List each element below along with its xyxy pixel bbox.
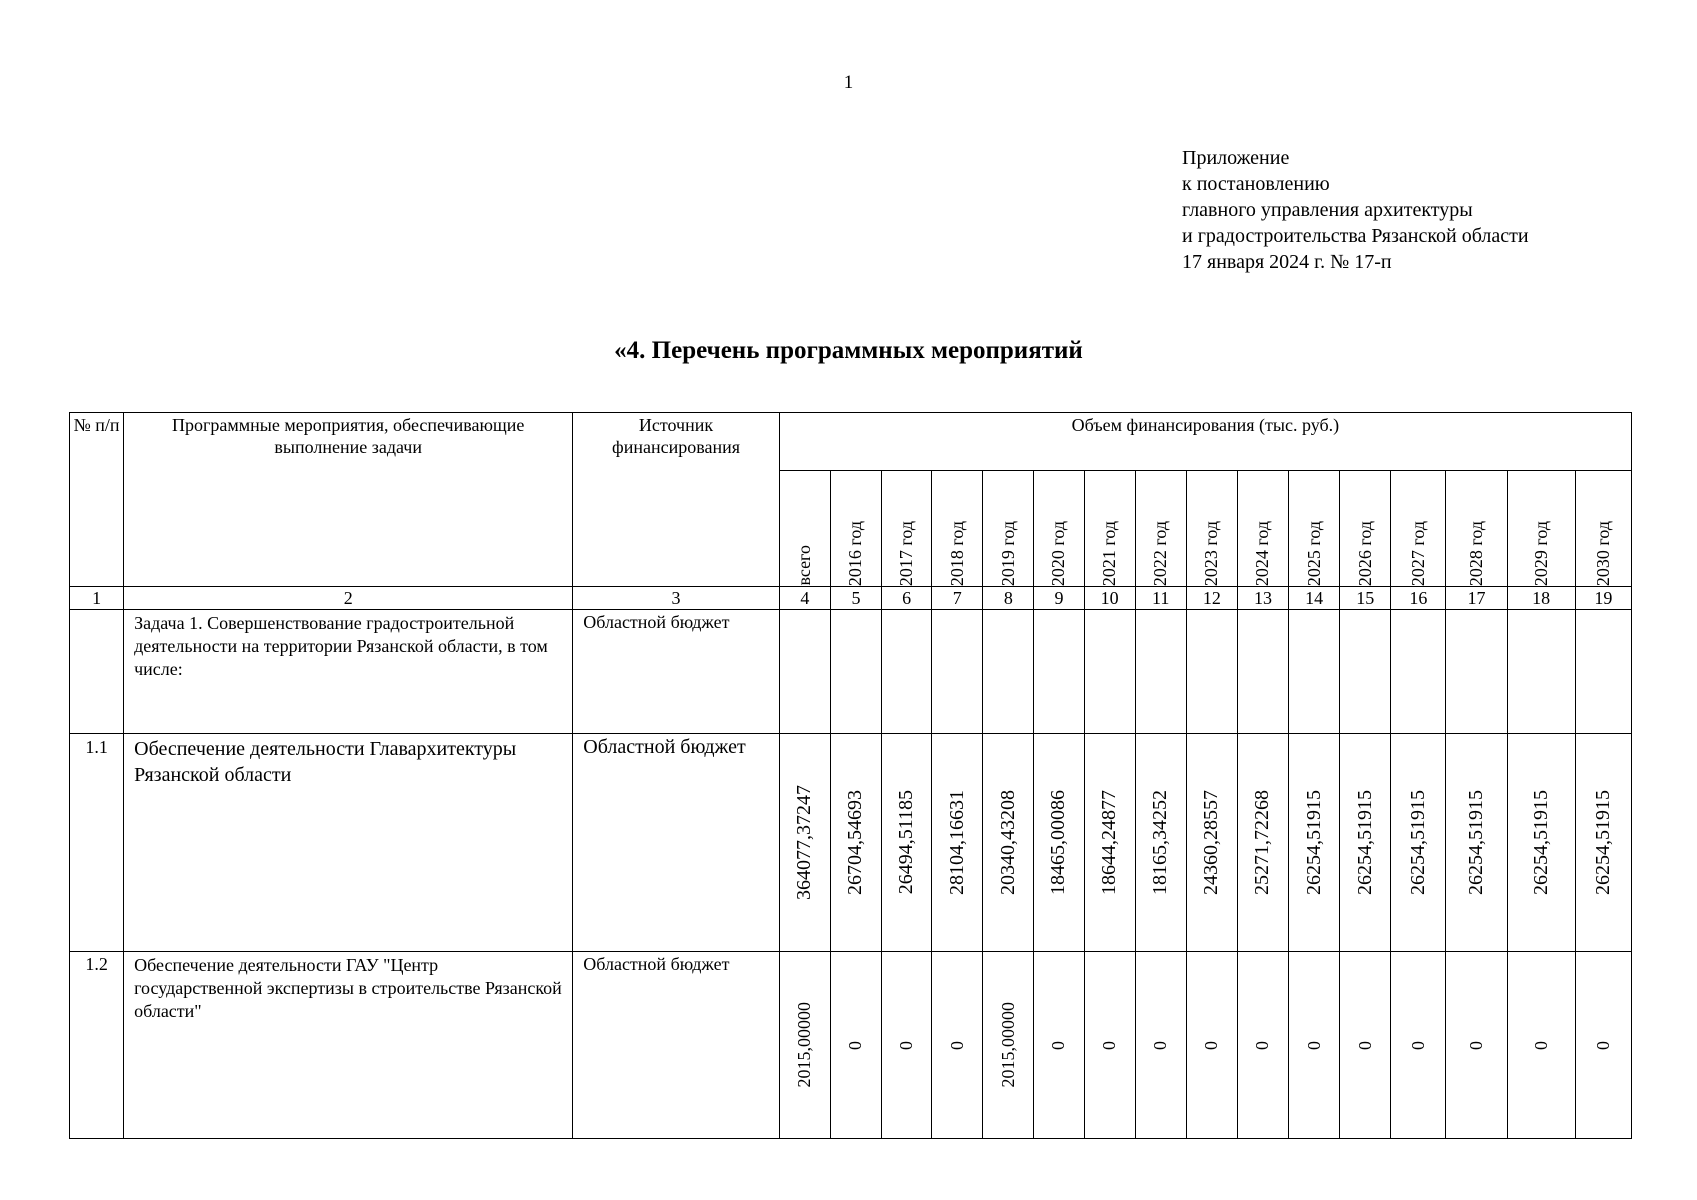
period-label: 2024 год — [1252, 520, 1273, 586]
header-period — [1034, 471, 1084, 587]
value-text: 24360,28557 — [1200, 790, 1223, 895]
value-cell — [1289, 734, 1340, 952]
column-number: 11 — [1135, 587, 1186, 610]
value-text: 0 — [1592, 1040, 1613, 1050]
value-text: 0 — [1303, 1040, 1324, 1050]
period-label: 2028 год — [1466, 520, 1486, 586]
value-cell — [1575, 610, 1631, 734]
value-text: 0 — [1530, 1040, 1551, 1050]
page-number: 1 — [843, 72, 854, 93]
row-num: 1.2 — [70, 952, 124, 1139]
value-text: 0 — [1048, 1040, 1069, 1050]
value-cell — [830, 952, 881, 1139]
row-source: Областной бюджет — [573, 610, 780, 734]
period-label: 2030 год — [1592, 520, 1613, 586]
value-cell — [1135, 734, 1186, 952]
header-period — [882, 471, 932, 587]
period-label: 2018 год — [946, 520, 967, 586]
value-cell — [830, 734, 881, 952]
header-period — [1391, 471, 1446, 587]
value-cell — [1034, 610, 1084, 734]
value-text: 2015,00000 — [997, 1002, 1018, 1088]
column-number: 14 — [1289, 587, 1340, 610]
value-text: 0 — [845, 1040, 866, 1050]
header-period — [830, 471, 881, 587]
column-number: 9 — [1034, 587, 1084, 610]
appendix-line: 17 января 2024 г. № 17-п — [1182, 251, 1392, 273]
value-cell — [1186, 952, 1237, 1139]
value-cell — [779, 734, 830, 952]
value-cell — [932, 610, 983, 734]
header-volume: Объем финансирования (тыс. руб.) — [779, 413, 1631, 471]
value-cell — [1446, 610, 1507, 734]
value-text: 0 — [1150, 1040, 1171, 1050]
value-cell — [1186, 734, 1237, 952]
period-label: 2029 год — [1530, 520, 1551, 586]
header-period — [1575, 471, 1631, 587]
financing-table — [69, 412, 1632, 1139]
appendix-line: и градостроительства Рязанской области — [1182, 225, 1529, 247]
value-cell — [983, 734, 1034, 952]
value-text: 25271,72268 — [1251, 790, 1274, 895]
value-cell — [1237, 952, 1288, 1139]
header-period — [1186, 471, 1237, 587]
value-text: 18644,24877 — [1098, 790, 1121, 895]
value-cell — [1391, 952, 1446, 1139]
appendix-line: Приложение — [1182, 147, 1290, 169]
value-text: 0 — [1354, 1040, 1375, 1050]
header-period — [1135, 471, 1186, 587]
value-cell — [1084, 734, 1135, 952]
header-period — [932, 471, 983, 587]
period-label: 2017 год — [896, 520, 917, 586]
value-cell — [882, 952, 932, 1139]
period-label: 2021 год — [1099, 520, 1120, 586]
value-text: 26254,51915 — [1529, 790, 1552, 895]
column-number: 1 — [70, 587, 124, 610]
value-cell — [1034, 952, 1084, 1139]
header-period — [1446, 471, 1507, 587]
value-cell — [983, 610, 1034, 734]
table-row — [70, 734, 1632, 952]
value-cell — [1034, 734, 1084, 952]
value-text: 0 — [946, 1040, 967, 1050]
value-text: 0 — [1466, 1040, 1486, 1050]
column-number: 4 — [779, 587, 830, 610]
value-text: 26254,51915 — [1406, 790, 1429, 895]
period-label: 2022 год — [1150, 520, 1171, 586]
header-source: Источник финансирования — [573, 413, 780, 587]
value-text: 26254,51915 — [1591, 790, 1614, 895]
appendix-line: к постановлению — [1182, 173, 1330, 195]
period-label: 2023 год — [1201, 520, 1222, 586]
value-text: 26704,54693 — [844, 790, 867, 895]
value-text: 18165,34252 — [1149, 790, 1172, 895]
row-event: Обеспечение деятельности ГАУ "Центр государственной экспертизы в строительстве Рязанской области" — [124, 952, 573, 1139]
header-period — [1507, 471, 1575, 587]
header-period — [1084, 471, 1135, 587]
row-num: 1.1 — [70, 734, 124, 952]
value-cell — [1289, 610, 1340, 734]
header-num: № п/п — [70, 413, 124, 587]
value-cell — [1446, 734, 1507, 952]
value-cell — [983, 952, 1034, 1139]
value-text: 2015,00000 — [794, 1002, 815, 1088]
appendix-block — [1182, 145, 1529, 275]
row-num — [70, 610, 124, 734]
table-row — [70, 610, 1632, 734]
value-text: 0 — [1099, 1040, 1120, 1050]
table-row — [70, 952, 1632, 1139]
value-cell — [932, 734, 983, 952]
header-row — [70, 413, 1632, 471]
value-text: 0 — [896, 1040, 917, 1050]
column-number: 17 — [1446, 587, 1507, 610]
value-cell — [1186, 610, 1237, 734]
row-source: Областной бюджет — [573, 952, 780, 1139]
row-source: Областной бюджет — [573, 734, 780, 952]
value-cell — [1237, 734, 1288, 952]
value-cell — [882, 610, 932, 734]
period-label: 2026 год — [1354, 520, 1375, 586]
value-cell — [1391, 610, 1446, 734]
value-cell — [1507, 734, 1575, 952]
period-label: 2027 год — [1407, 520, 1428, 586]
header-period — [1289, 471, 1340, 587]
column-number: 6 — [882, 587, 932, 610]
period-label: 2016 год — [845, 520, 866, 586]
value-cell — [1084, 952, 1135, 1139]
column-number: 8 — [983, 587, 1034, 610]
value-cell — [1340, 610, 1391, 734]
row-event: Задача 1. Совершенствование градостроительной деятельности на территории Рязанской области, в том числе: — [124, 610, 573, 734]
value-cell — [1391, 734, 1446, 952]
header-period — [983, 471, 1034, 587]
header-period — [1340, 471, 1391, 587]
value-text: 26254,51915 — [1302, 790, 1325, 895]
value-text: 18465,00086 — [1047, 790, 1070, 895]
value-text: 26254,51915 — [1353, 790, 1376, 895]
column-number: 16 — [1391, 587, 1446, 610]
value-cell — [1289, 952, 1340, 1139]
column-number: 13 — [1237, 587, 1288, 610]
column-number: 10 — [1084, 587, 1135, 610]
column-number: 12 — [1186, 587, 1237, 610]
value-cell — [1575, 952, 1631, 1139]
value-cell — [1340, 734, 1391, 952]
value-cell — [932, 952, 983, 1139]
value-cell — [1340, 952, 1391, 1139]
value-text: 28104,16631 — [945, 790, 968, 895]
appendix-line: главного управления архитектуры — [1182, 199, 1473, 221]
header-period — [779, 471, 830, 587]
value-cell — [1575, 734, 1631, 952]
value-cell — [1135, 952, 1186, 1139]
value-cell — [1084, 610, 1135, 734]
value-cell — [1135, 610, 1186, 734]
value-text: 26254,51915 — [1465, 790, 1487, 895]
column-number: 7 — [932, 587, 983, 610]
period-label: 2020 год — [1048, 520, 1069, 586]
value-text: 0 — [1407, 1040, 1428, 1050]
value-cell — [779, 952, 830, 1139]
value-text: 26494,51185 — [895, 790, 918, 895]
document-title: «4. Перечень программных мероприятий — [614, 337, 1083, 364]
period-label: 2019 год — [997, 520, 1018, 586]
column-number: 15 — [1340, 587, 1391, 610]
value-cell — [1237, 610, 1288, 734]
header-period — [1237, 471, 1288, 587]
column-number: 19 — [1575, 587, 1631, 610]
value-text: 0 — [1252, 1040, 1273, 1050]
column-number: 18 — [1507, 587, 1575, 610]
value-cell — [882, 734, 932, 952]
value-cell — [779, 610, 830, 734]
period-label: всего — [794, 545, 815, 586]
period-label: 2025 год — [1303, 520, 1324, 586]
column-number-row — [70, 587, 1632, 610]
column-number: 5 — [830, 587, 881, 610]
column-number: 3 — [573, 587, 780, 610]
value-cell — [1507, 610, 1575, 734]
value-text: 20340,43208 — [996, 790, 1019, 895]
row-event: Обеспечение деятельности Главархитектуры Рязанской области — [124, 734, 573, 952]
header-events: Программные мероприятия, обеспечивающие выполнение задачи — [124, 413, 573, 587]
value-cell — [1446, 952, 1507, 1139]
value-cell — [1507, 952, 1575, 1139]
value-text: 0 — [1201, 1040, 1222, 1050]
value-text: 364077,37247 — [793, 785, 816, 900]
column-number: 2 — [124, 587, 573, 610]
value-cell — [830, 610, 881, 734]
